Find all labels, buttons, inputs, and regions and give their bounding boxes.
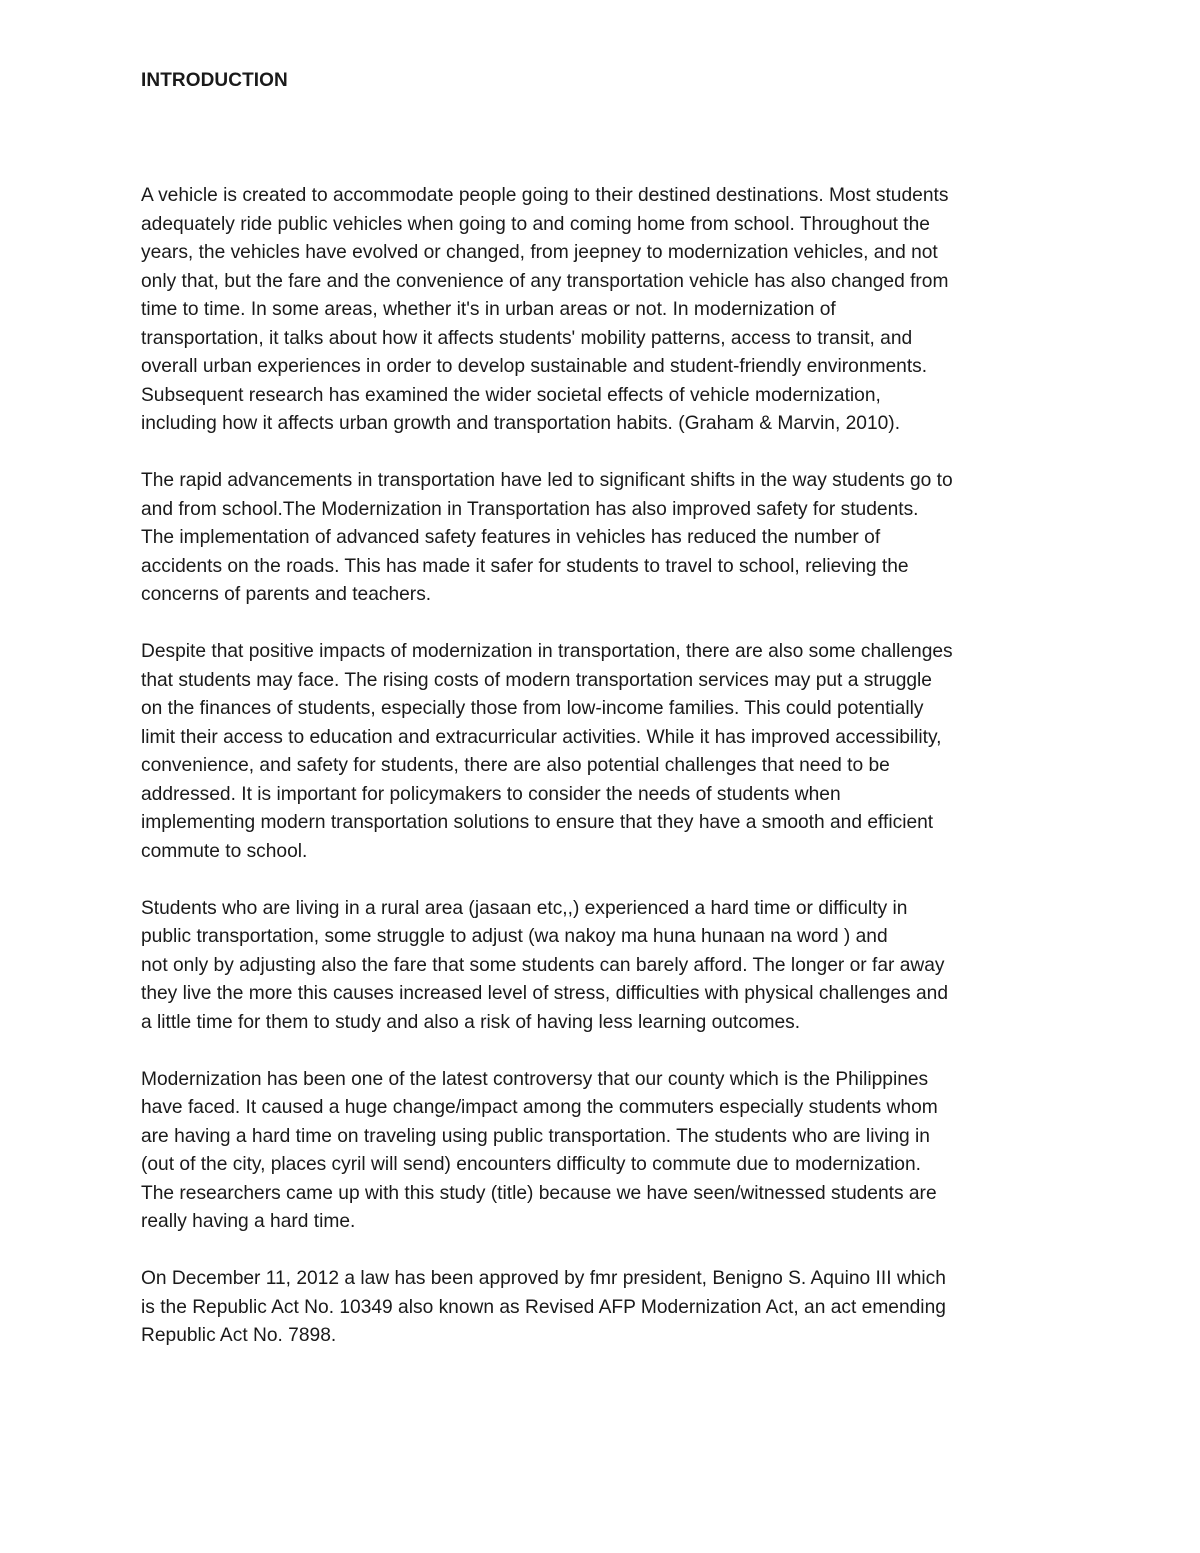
paragraph-line: time to time. In some areas, whether it's in urban areas or not. In modernization of — [141, 299, 836, 320]
paragraph-line: On December 11, 2012 a law has been approved by fmr president, Benigno S. Aquino III which — [141, 1268, 946, 1289]
paragraph-line: that students may face. The rising costs of modern transportation services may put a struggle — [141, 669, 932, 691]
paragraph-line: are having a hard time on traveling using public transportation. The students who are living in — [141, 1125, 930, 1147]
paragraph-line: have faced. It caused a huge change/impact among the commuters especially students whom — [141, 1097, 938, 1118]
paragraph-line: only that, but the fare and the convenience of any transportation vehicle has also changed from — [141, 270, 949, 292]
paragraph-line: Subsequent research has examined the wider societal effects of vehicle modernization, — [141, 384, 881, 406]
paragraph-line: not only by adjusting also the fare that some students can barely afford. The longer or far away — [141, 954, 945, 976]
paragraph-line: a little time for them to study and also a risk of having less learning outcomes. — [141, 1011, 801, 1033]
paragraph-line: years, the vehicles have evolved or changed, from jeepney to modernization vehicles, and not — [141, 242, 938, 263]
document-heading: INTRODUCTION — [141, 70, 288, 91]
paragraph-line: public transportation, some struggle to adjust (wa nakoy ma huna hunaan na word ) and — [141, 926, 888, 947]
document-body — [141, 182, 1071, 1379]
paragraph-line: (out of the city, places cyril will send) encounters difficulty to commute due to modernization. — [141, 1154, 921, 1175]
body-paragraph — [141, 1066, 1071, 1237]
paragraph-line: limit their access to education and extracurricular activities. While it has improved accessibility, — [141, 726, 942, 748]
paragraph-line: convenience, and safety for students, there are also potential challenges that need to be — [141, 755, 890, 776]
paragraph-line: The rapid advancements in transportation have led to significant shifts in the way students go to — [141, 470, 953, 491]
paragraph-line: A vehicle is created to accommodate people going to their destined destinations. Most students — [141, 185, 949, 206]
paragraph-line: including how it affects urban growth and transportation habits. (Graham & Marvin, 2010). — [141, 413, 901, 434]
paragraph-line: Modernization has been one of the latest controversy that our county which is the Philippines — [141, 1068, 929, 1090]
paragraph-line: The implementation of advanced safety features in vehicles has reduced the number of — [141, 527, 881, 548]
paragraph-line: implementing modern transportation solutions to ensure that they have a smooth and efficient — [141, 812, 934, 833]
paragraph-line: transportation, it talks about how it affects students' mobility patterns, access to transit, and — [141, 327, 913, 349]
paragraph-line: The researchers came up with this study (title) because we have seen/witnessed students are — [141, 1182, 937, 1204]
body-paragraph — [141, 467, 1071, 610]
paragraph-line: they live the more this causes increased level of stress, difficulties with physical challenges and — [141, 983, 948, 1004]
body-paragraph — [141, 895, 1071, 1038]
paragraph-line: Students who are living in a rural area (jasaan etc,,) experienced a hard time or difficulty in — [141, 897, 908, 919]
body-paragraph — [141, 182, 1071, 439]
body-paragraph — [141, 638, 1071, 866]
paragraph-line: concerns of parents and teachers. — [141, 584, 432, 605]
paragraph-line: accidents on the roads. This has made it safer for students to travel to school, relieving the — [141, 555, 909, 577]
paragraph-line: addressed. It is important for policymakers to consider the needs of students when — [141, 783, 841, 805]
paragraph-line: and from school.The Modernization in Transportation has also improved safety for students. — [141, 498, 919, 520]
paragraph-line: commute to school. — [141, 840, 308, 862]
paragraph-line: adequately ride public vehicles when going to and coming home from school. Throughout the — [141, 213, 930, 235]
paragraph-line: really having a hard time. — [141, 1211, 356, 1232]
body-paragraph — [141, 1265, 1071, 1351]
paragraph-line: overall urban experiences in order to develop sustainable and student-friendly environments. — [141, 356, 928, 377]
paragraph-line: Republic Act No. 7898. — [141, 1325, 337, 1346]
paragraph-line: Despite that positive impacts of modernization in transportation, there are also some challenges — [141, 641, 953, 662]
paragraph-line: is the Republic Act No. 10349 also known as Revised AFP Modernization Act, an act emending — [141, 1296, 946, 1318]
paragraph-line: on the finances of students, especially those from low-income families. This could potentially — [141, 698, 924, 719]
